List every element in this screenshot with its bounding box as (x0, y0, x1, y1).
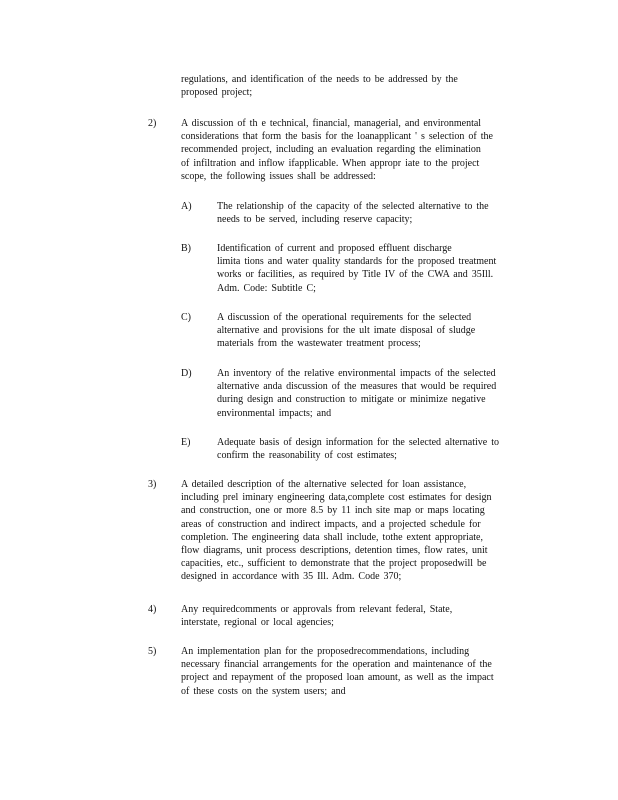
subitem-c-paragraph (217, 311, 475, 351)
item-5-line: of these costs on the system users; and (181, 685, 346, 697)
item-2-number: 2) (148, 118, 157, 129)
item-5-paragraph (181, 645, 494, 698)
subitem-c-line: alternative and provisions for the ult imate disposal of sludge (217, 325, 476, 337)
item-2-line: recommended project, including an evaluation regarding the elimination (181, 144, 481, 156)
subitem-a-paragraph (217, 200, 489, 226)
subitem-d-paragraph (217, 367, 496, 420)
item-5-line: project and repayment of the proposed loan amount, as well as the impact (181, 672, 494, 684)
subitem-d-line: environmental impacts; and (217, 407, 332, 419)
item-4-paragraph (181, 603, 452, 629)
item-5-number: 5) (148, 646, 157, 657)
subitem-a-line: needs to be served, including reserve capacity; (217, 214, 413, 226)
item-4-number: 4) (148, 604, 157, 615)
item-3-paragraph (181, 478, 492, 584)
subitem-b-line: Adm. Code: Subtitle C; (217, 282, 316, 294)
item-5-line: An implementation plan for the proposedrecommendations, including (181, 646, 470, 657)
intro-paragraph (181, 73, 458, 99)
subitem-a-line: The relationship of the capacity of the selected alternative to the (217, 201, 489, 212)
subitem-c-line: materials from the wastewater treatment process; (217, 338, 421, 350)
item-3-line: and construction, one or more 8.5 by 11 inch site map or maps locating (181, 505, 485, 517)
item-3-line: capacities, etc., sufficient to demonstrate that the project proposedwill be (181, 558, 487, 570)
subitem-b-line: Identification of current and proposed effluent discharge (217, 243, 452, 254)
item-2-paragraph (181, 117, 493, 183)
subitem-d-line: during design and construction to mitigate or minimize negative (217, 394, 486, 406)
subitem-e-line: confirm the reasonability of cost estimates; (217, 450, 397, 462)
subitem-e-paragraph (217, 436, 499, 462)
item-3-number: 3) (148, 479, 157, 490)
item-3-line: completion. The engineering data shall include, tothe extent appropriate, (181, 531, 483, 543)
item-3-line: areas of construction and indirect impacts, and a projected schedule for (181, 518, 481, 530)
item-2-line: considerations that form the basis for the loanapplicant ' s selection of the (181, 131, 493, 143)
item-2-line: scope, the following issues shall be addressed: (181, 170, 376, 182)
intro-line: proposed project; (181, 87, 253, 99)
subitem-b-line: works or facilities, as required by Title IV of the CWA and 35Ill. (217, 269, 494, 281)
item-2-line: A discussion of th e technical, financial, managerial, and environmental (181, 118, 482, 129)
item-3-line: A detailed description of the alternative selected for loan assistance, (181, 479, 467, 490)
item-4-line: interstate, regional or local agencies; (181, 617, 334, 629)
subitem-b-paragraph (217, 242, 496, 295)
subitem-b-line: limita tions and water quality standards for the proposed treatment (217, 256, 497, 268)
subitem-d-line: alternative anda discussion of the measures that would be required (217, 381, 497, 393)
item-3-line: flow diagrams, unit process descriptions, detention times, flow rates, unit (181, 545, 488, 557)
subitem-e-line: Adequate basis of design information for the selected alternative to (217, 437, 500, 448)
item-5-line: necessary financial arrangements for the operation and maintenance of the (181, 659, 492, 671)
item-3-line: designed in accordance with 35 Ill. Adm. Code 370; (181, 571, 402, 583)
intro-line: regulations, and identification of the needs to be addressed by the (181, 74, 458, 85)
subitem-d-letter: D) (181, 368, 192, 379)
item-3-line: including prel iminary engineering data,complete cost estimates for design (181, 492, 492, 504)
subitem-c-line: A discussion of the operational requirements for the selected (217, 312, 472, 323)
subitem-a-letter: A) (181, 201, 192, 212)
subitem-c-letter: C) (181, 312, 191, 323)
subitem-d-line: An inventory of the relative environmental impacts of the selected (217, 368, 496, 379)
item-2-line: of infiltration and inflow ifapplicable. When appropr iate to the project (181, 157, 480, 169)
subitem-b-letter: B) (181, 243, 191, 254)
item-4-line: Any requiredcomments or approvals from relevant federal, State, (181, 604, 453, 615)
subitem-e-letter: E) (181, 437, 191, 448)
